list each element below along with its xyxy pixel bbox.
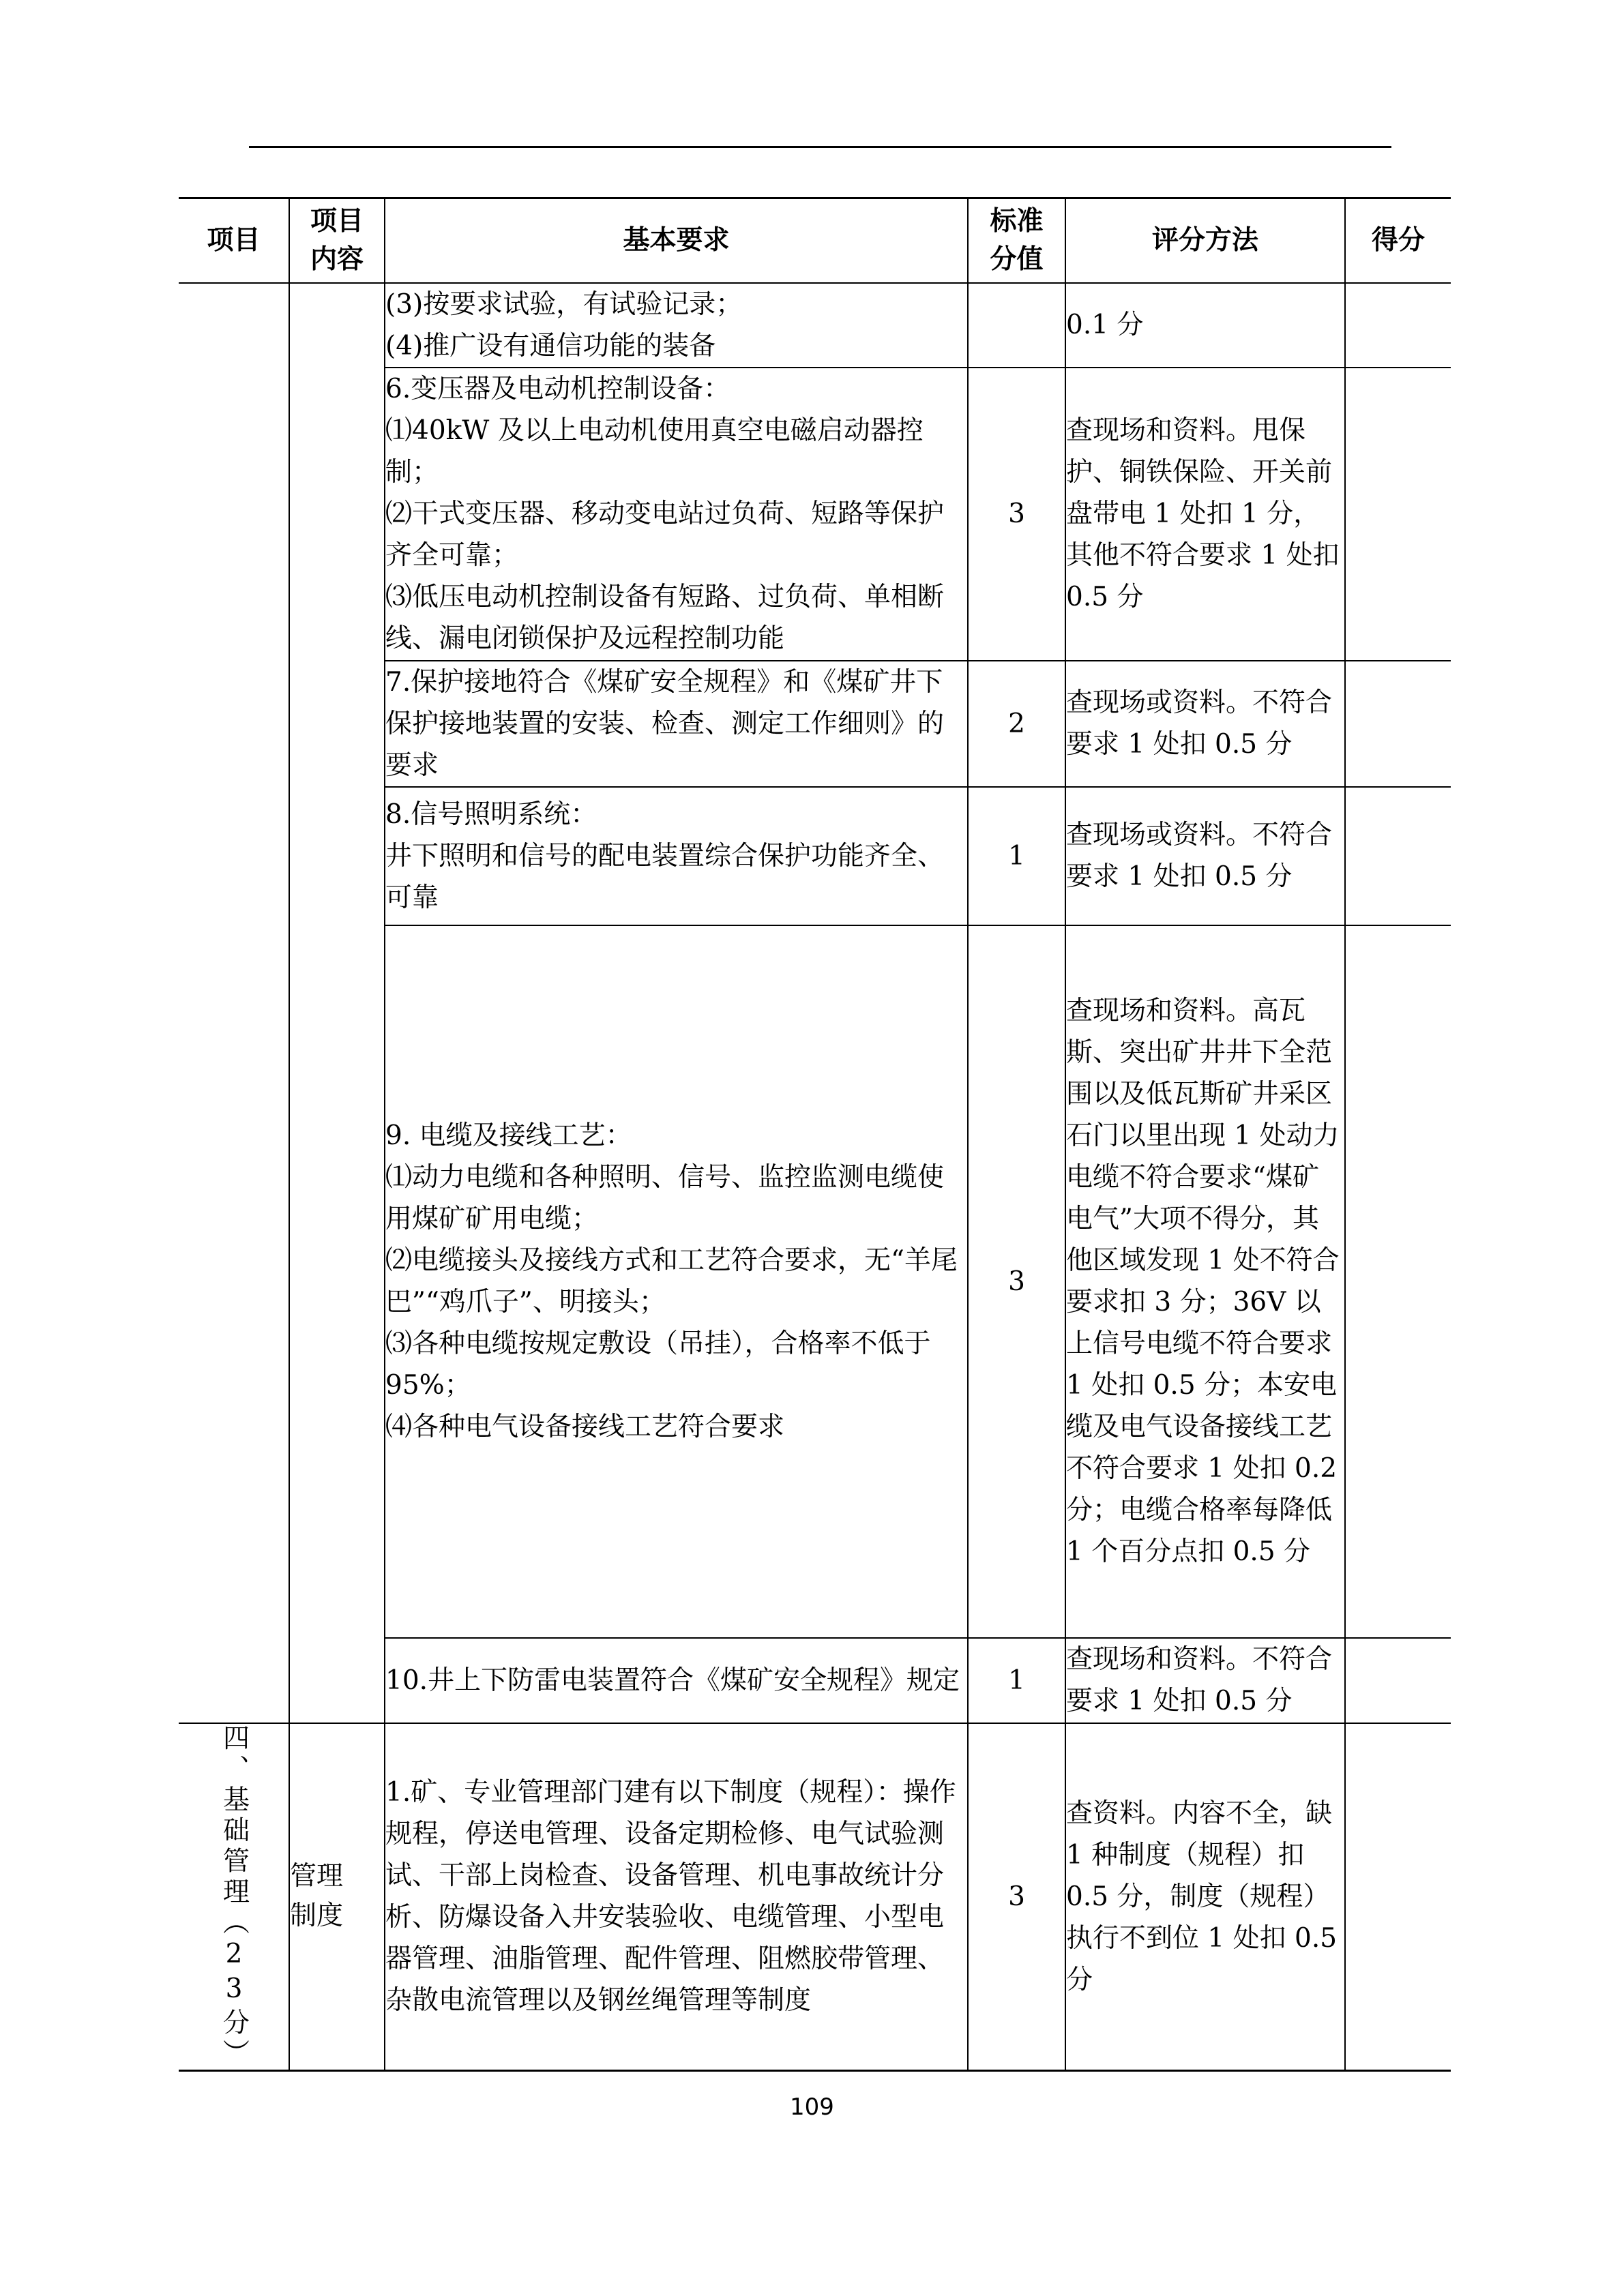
item-cell xyxy=(179,1723,289,2071)
table-row xyxy=(179,1723,1451,2071)
requirement-cell: 8.信号照明系统： 井下照明和信号的配电装置综合保护功能齐全、可靠 xyxy=(385,787,968,925)
requirement-cell: 10.井上下防雷电装置符合《煤矿安全规程》规定 xyxy=(385,1638,968,1723)
content-cell-continued xyxy=(289,283,385,1723)
standard-score-cell xyxy=(968,283,1065,368)
table-row xyxy=(179,283,1451,368)
item-label: 四、基础管理（23分） xyxy=(218,1723,250,2070)
requirement-cell: 9. 电缆及接线工艺： ⑴动力电缆和各种照明、信号、监控监测电缆使用煤矿矿用电缆； ⑵电缆接头及接线方式和工艺符合要求，无“羊尾巴”“鸡爪子”、明接头； ⑶各种电缆按规定敷设（吊挂），合格率不低于 95%； ⑷各种电气设备接线工艺符合要求 xyxy=(385,925,968,1638)
standard-score-cell: 2 xyxy=(968,661,1065,787)
method-cell: 查现场和资料。不符合要求 1 处扣 0.5 分 xyxy=(1065,1638,1345,1723)
method-cell: 0.1 分 xyxy=(1065,283,1345,368)
requirement-cell: (3)按要求试验，有试验记录； (4)推广设有通信功能的装备 xyxy=(385,283,968,368)
score-cell xyxy=(1345,368,1451,661)
table-header-row xyxy=(179,198,1451,283)
score-cell xyxy=(1345,661,1451,787)
content-cell xyxy=(289,1723,385,2071)
col-score-header: 得分 xyxy=(1345,198,1451,283)
score-cell xyxy=(1345,925,1451,1638)
col-content-header: 项目 内容 xyxy=(289,198,385,283)
score-cell xyxy=(1345,283,1451,368)
col-method-header: 评分方法 xyxy=(1065,198,1345,283)
standard-score-cell: 3 xyxy=(968,1723,1065,2071)
col-requirement-header: 基本要求 xyxy=(385,198,968,283)
method-cell: 查资料。内容不全，缺 1 种制度（规程）扣 0.5 分，制度（规程）执行不到位 1 处扣 0.5 分 xyxy=(1065,1723,1345,2071)
content-label: 管理制度 xyxy=(290,1861,344,1931)
requirement-cell: 1.矿、专业管理部门建有以下制度（规程）：操作规程，停送电管理、设备定期检修、电气试验测试、干部上岗检查、设备管理、机电事故统计分析、防爆设备入井安装验收、电缆管理、小型电器管理、油脂管理、配件管理、阻燃胶带管理、杂散电流管理以及钢丝绳管理等制度 xyxy=(385,1723,968,2071)
score-cell xyxy=(1345,787,1451,925)
score-cell xyxy=(1345,1638,1451,1723)
requirement-cell: 7.保护接地符合《煤矿安全规程》和《煤矿井下保护接地装置的安装、检查、测定工作细则》的要求 xyxy=(385,661,968,787)
scoring-table xyxy=(179,197,1451,2072)
method-cell: 查现场和资料。甩保护、铜铁保险、开关前盘带电 1 处扣 1 分，其他不符合要求 1 处扣 0.5 分 xyxy=(1065,368,1345,661)
standard-score-cell: 1 xyxy=(968,787,1065,925)
item-cell-continued xyxy=(179,283,289,1723)
standard-score-cell: 3 xyxy=(968,925,1065,1638)
score-cell xyxy=(1345,1723,1451,2071)
header-rule xyxy=(249,146,1391,148)
standard-score-cell: 1 xyxy=(968,1638,1065,1723)
method-cell: 查现场或资料。不符合要求 1 处扣 0.5 分 xyxy=(1065,787,1345,925)
col-item-header: 项目 xyxy=(179,198,289,283)
method-cell: 查现场和资料。高瓦斯、突出矿井井下全范围以及低瓦斯矿井采区石门以里出现 1 处动力电缆不符合要求“煤矿电气”大项不得分，其他区域发现 1 处不符合要求扣 3 分；36V 以上信号电缆不符合要求 1 处扣 0.5 分；本安电缆及电气设备接线工艺不符合要求 1 处扣 0.2 分；电缆合格率每降低 1 个百分点扣 0.5 分 xyxy=(1065,925,1345,1638)
col-standard-header: 标准 分值 xyxy=(968,198,1065,283)
method-cell: 查现场或资料。不符合要求 1 处扣 0.5 分 xyxy=(1065,661,1345,787)
page-number: 109 xyxy=(790,2093,834,2121)
standard-score-cell: 3 xyxy=(968,368,1065,661)
requirement-cell: 6.变压器及电动机控制设备： ⑴40kW 及以上电动机使用真空电磁启动器控制； ⑵干式变压器、移动变电站过负荷、短路等保护齐全可靠； ⑶低压电动机控制设备有短路、过负荷、单相断线、漏电闭锁保护及远程控制功能 xyxy=(385,368,968,661)
